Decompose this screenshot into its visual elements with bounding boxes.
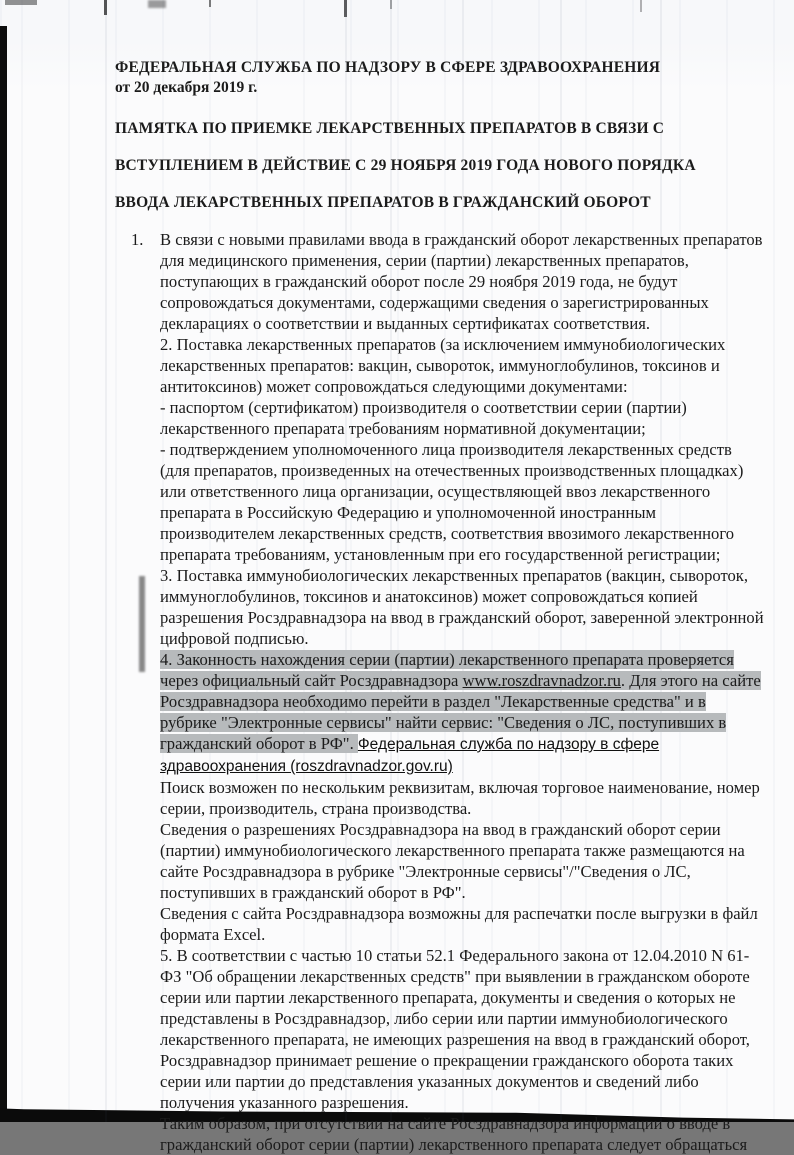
paragraph xyxy=(160,945,765,1113)
scan-artifact xyxy=(5,0,37,5)
paragraph xyxy=(160,903,765,945)
paragraph xyxy=(160,649,765,777)
hyperlink[interactable]: Федеральная служба по надзору в сфере здравоохранения (roszdravnadzor.gov.ru) xyxy=(160,736,660,775)
paragraph xyxy=(160,565,765,649)
text-segment: Таким образом, при отсутствии на сайте Росздравнадзора информации о вводе в гражданский оборот серии (партии) лекарственного препарата следует обращаться xyxy=(160,1114,748,1154)
text-segment: www.roszdravnadzor.ru xyxy=(462,671,621,690)
paragraph xyxy=(160,1113,765,1155)
list-number: 1. xyxy=(131,230,144,249)
text-segment: В связи с новыми правилами ввода в гражданский оборот лекарственных препаратов для медицинского применения, серии (партии) лекарственных препаратов, поступающих в гражданский оборот после 29 ноября 2019 года, не будут сопровождаться документами, содержащими сведения о зарегистрированных декларациях о соответствии и выданных сертификатах соответствия. xyxy=(160,230,763,333)
scan-artifact xyxy=(209,0,211,7)
text-segment: Поиск возможен по нескольким реквизитам, включая торговое наименование, номер серии, производитель, страна производства. xyxy=(160,778,760,818)
text-segment: 4. Законность нахождения серии (партии) лекарственного препарата проверяется через официальный сайт Росздравнадзора xyxy=(160,650,734,690)
paragraph xyxy=(160,439,765,565)
text-segment: 3. Поставка иммунобиологических лекарственных препаратов (вакцин, сывороток, иммуноглобулинов, токсинов и анатоксинов) может сопровождаться копией разрешения Росздравнадзора на ввод в гражданский оборот, заверенной электронной цифровой подписью. xyxy=(160,566,764,648)
paragraph xyxy=(160,819,765,903)
scan-edge-left xyxy=(0,26,7,1122)
paragraph xyxy=(160,397,765,439)
text-segment: - подтверждением уполномоченного лица производителя лекарственных средств (для препаратов, произведенных на отечественных производственных площадках) или ответственного лица организации, осуществляющей ввоз лекарственного препарата в Российскую Федерацию и уполномоченной иностранным производителем лекарственных средств, соответствия ввозимого лекарственного препарата требованиям, установленным при его государственной регистрации; xyxy=(160,440,744,564)
title-line: ВВОДА ЛЕКАРСТВЕННЫХ ПРЕПАРАТОВ В ГРАЖДАНСКИЙ ОБОРОТ xyxy=(115,194,651,211)
text-segment: - паспортом (сертификатом) производителя о соответствии серии (партии) лекарственного препарата требованиям нормативной документации; xyxy=(160,398,687,438)
paragraph xyxy=(131,229,765,334)
title-line: ПАМЯТКА ПО ПРИЕМКЕ ЛЕКАРСТВЕННЫХ ПРЕПАРАТОВ В СВЯЗИ С xyxy=(115,120,665,137)
text-segment: . Для этого на сайте Росздравнадзора необходимо перейти в раздел "Лекарственные средства" и в рубрике "Электронные сервисы" найти сервис: "Сведения о ЛС, поступивших в гражданский оборот в РФ". xyxy=(160,671,761,753)
scan-streak xyxy=(105,0,107,1122)
text-segment: 5. В соответствии с частью 10 статьи 52.1 Федерального закона от 12.04.2010 N 61-ФЗ "Об обращении лекарственных средств" при выявлении в гражданском обороте серии или партии лекарственного препарата, документы и сведения о которых не представлены в Росздравнадзор, либо серии или партии иммунобиологического лекарственного препарата, не имеющих разрешения на ввод в гражданский оборот, Росздравнадзор принимает решение о прекращении гражданского оборота таких серии или партии до представления указанных документов и сведений либо получения указанного разрешения. xyxy=(160,946,750,1112)
text-segment: Сведения с сайта Росздравнадзора возможны для распечатки после выгрузки в файл формата Excel. xyxy=(160,904,758,944)
text-segment: 2. Поставка лекарственных препаратов (за исключением иммунобиологических лекарственных препаратов: вакцин, сывороток, иммуноглобулинов, токсинов и антитоксинов) может сопровождаться следующими документами: xyxy=(160,335,726,396)
document-content xyxy=(115,58,765,1155)
scan-artifact xyxy=(640,0,642,12)
paragraph xyxy=(160,777,765,819)
text-segment: Сведения о разрешениях Росздравнадзора на ввод в гражданский оборот серии (партии) иммунобиологического лекарственного препарата также размещаются на сайте Росздравнадзора в рубрике "Электронные сервисы"/"Сведения о ЛС, поступивших в гражданский оборот в РФ". xyxy=(160,820,745,902)
date-line: от 20 декабря 2019 г. xyxy=(115,79,258,96)
document-title xyxy=(115,110,765,221)
scan-artifact xyxy=(148,0,166,8)
agency-name: ФЕДЕРАЛЬНАЯ СЛУЖБА ПО НАДЗОРУ В СФЕРЕ ЗДРАВООХРАНЕНИЯ xyxy=(115,59,661,76)
document-body xyxy=(115,229,765,1155)
paragraph xyxy=(160,334,765,397)
title-line: ВСТУПЛЕНИЕМ В ДЕЙСТВИЕ С 29 НОЯБРЯ 2019 ГОДА НОВОГО ПОРЯДКА xyxy=(115,157,696,174)
